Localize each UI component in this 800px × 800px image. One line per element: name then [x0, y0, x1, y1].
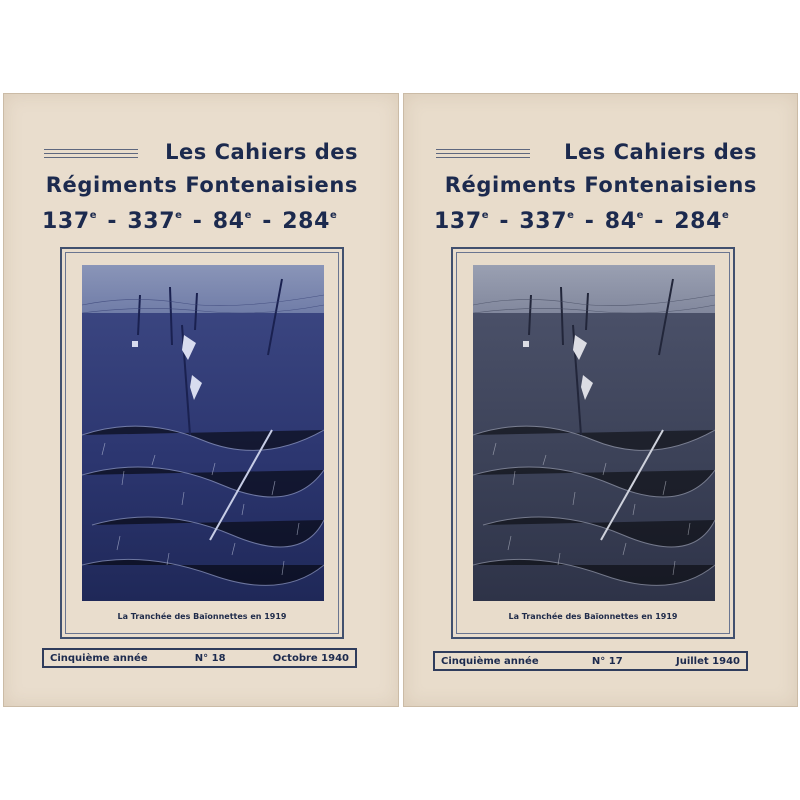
trench-photo	[82, 265, 324, 601]
issue-date: Juillet 1940	[675, 655, 740, 667]
issue-info-bar	[42, 648, 357, 668]
title-line-1: Les Cahiers des	[165, 140, 358, 164]
trench-photo	[473, 265, 715, 601]
photo-frame	[60, 247, 344, 639]
regiment-284: 284	[674, 209, 722, 234]
regiment-337: 337	[127, 209, 176, 234]
regiment-84: 84	[212, 209, 245, 234]
regiment-337: 337	[519, 209, 568, 234]
regiment-numbers: 137e - 337e - 84e - 284e	[434, 209, 730, 234]
title-line-2: Régiments Fontenaisiens	[45, 173, 358, 197]
booklet-issue-18	[3, 93, 399, 707]
issue-number: N° 17	[591, 655, 623, 667]
photo-caption: La Tranchée des Baïonnettes en 1919	[117, 612, 287, 621]
title-line-1: Les Cahiers des	[564, 140, 757, 164]
regiment-numbers: 137e - 337e - 84e - 284e	[42, 209, 338, 234]
booklet-issue-17	[403, 93, 798, 707]
title-line-2: Régiments Fontenaisiens	[444, 173, 757, 197]
decorative-rules	[44, 149, 138, 161]
issue-info-bar	[433, 651, 748, 671]
year-label: Cinquième année	[441, 655, 539, 667]
issue-number: N° 18	[194, 652, 226, 664]
photo-frame	[451, 247, 735, 639]
regiment-284: 284	[282, 209, 330, 234]
year-label: Cinquième année	[50, 652, 148, 664]
regiment-84: 84	[604, 209, 637, 234]
issue-date: Octobre 1940	[272, 652, 349, 664]
decorative-rules	[436, 149, 530, 161]
regiment-137: 137	[42, 209, 90, 234]
photo-caption: La Tranchée des Baïonnettes en 1919	[508, 612, 678, 621]
regiment-137: 137	[434, 209, 482, 234]
